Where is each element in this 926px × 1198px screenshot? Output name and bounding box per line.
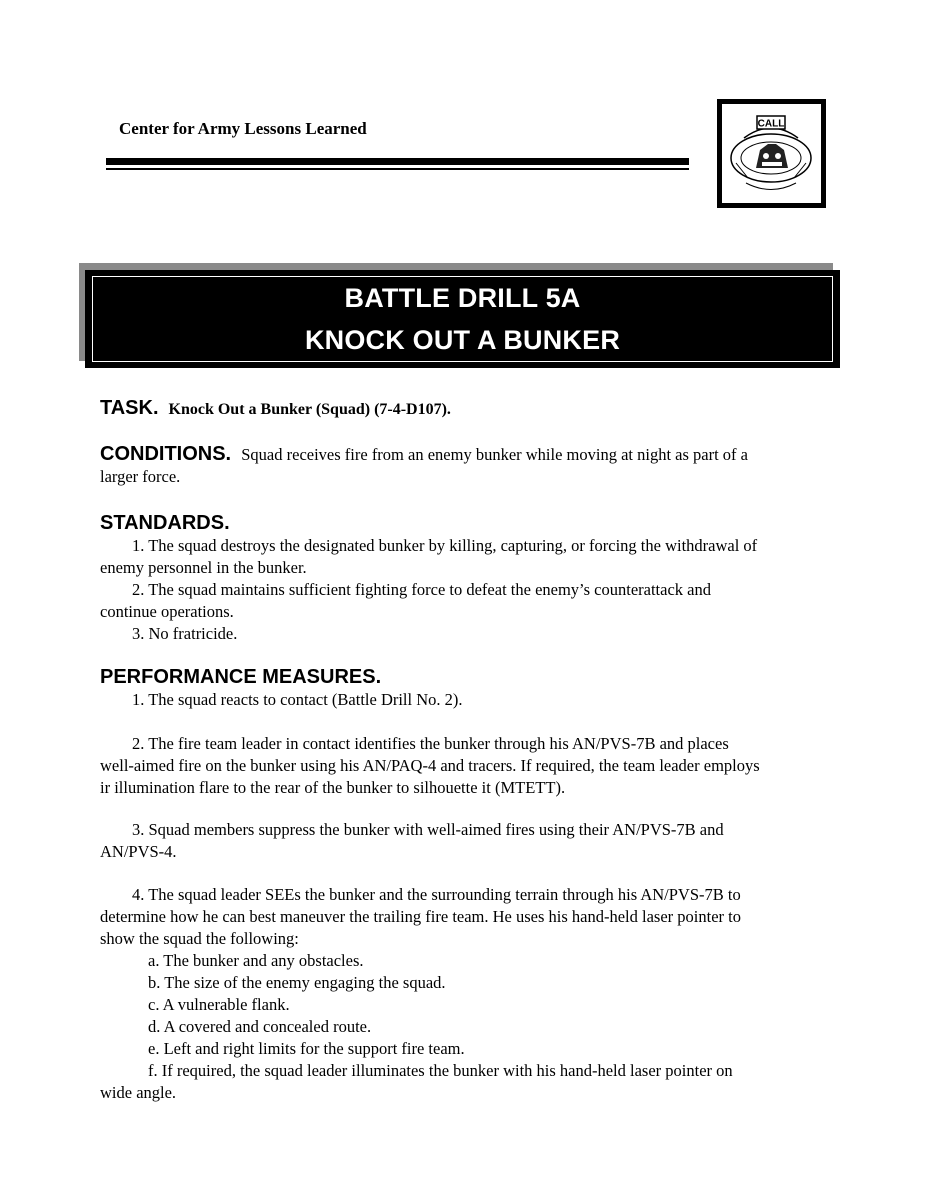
measure-1	[100, 689, 850, 711]
sub-item-c: c. A vulnerable flank.	[148, 995, 290, 1014]
sub-item-d: d. A covered and concealed route.	[148, 1017, 372, 1036]
call-emblem-icon	[726, 108, 817, 199]
conditions-text-line2: larger force.	[100, 467, 181, 486]
performance-heading: PERFORMANCE MEASURES.	[100, 666, 382, 688]
standards-heading: STANDARDS.	[100, 512, 230, 534]
measure-4-line2: determine how he can best maneuver the trailing fire team. He uses his hand-held laser pointer to	[100, 907, 741, 926]
task-heading: TASK.	[100, 397, 159, 419]
measure-2-line3: ir illumination flare to the rear of the bunker to silhouette it (MTETT).	[100, 778, 566, 797]
sub-item-a: a. The bunker and any obstacles.	[148, 951, 364, 970]
measure-2	[100, 733, 850, 799]
task-text: Knock Out a Bunker (Squad) (7-4-D107).	[168, 401, 451, 418]
sub-item-f-line1: f. If required, the squad leader illuminates the bunker with his hand-held laser pointer on	[148, 1061, 733, 1080]
sub-item-b: b. The size of the enemy engaging the squad.	[148, 973, 446, 992]
logo-text: CALL	[757, 118, 785, 130]
measure-3-line1: 3. Squad members suppress the bunker with well-aimed fires using their AN/PVS-7B and	[132, 820, 724, 839]
banner-title-line1: BATTLE DRILL 5A	[344, 283, 581, 313]
standard-1-line1: 1. The squad destroys the designated bunker by killing, capturing, or forcing the withdrawal of	[132, 536, 758, 555]
measure-3	[100, 819, 850, 863]
sub-item-e: e. Left and right limits for the support fire team.	[148, 1039, 465, 1058]
call-logo	[717, 99, 826, 208]
standard-2-line2: continue operations.	[100, 602, 234, 621]
measure-4-line3: show the squad the following:	[100, 929, 299, 948]
measure-4-line1: 4. The squad leader SEEs the bunker and the surrounding terrain through his AN/PVS-7B to	[132, 885, 741, 904]
measure-3-line2: AN/PVS-4.	[100, 842, 177, 861]
header-rule-thin	[106, 168, 689, 170]
organization-name: Center for Army Lessons Learned	[119, 119, 367, 138]
task-section	[100, 397, 451, 420]
standard-2-line1: 2. The squad maintains sufficient fighting force to defeat the enemy’s counterattack and	[132, 580, 711, 599]
conditions-text-line1: Squad receives fire from an enemy bunker while moving at night as part of a	[241, 445, 749, 464]
conditions-section	[100, 443, 850, 488]
measure-4	[100, 884, 850, 1104]
standards-list	[100, 535, 850, 645]
sub-item-f-line2: wide angle.	[100, 1083, 177, 1102]
measure-1-text: 1. The squad reacts to contact (Battle Drill No. 2).	[132, 690, 463, 709]
banner-title-line2: KNOCK OUT A BUNKER	[304, 325, 621, 355]
standard-3: 3. No fratricide.	[132, 624, 238, 643]
header-rule-thick	[106, 158, 689, 165]
standard-1-line2: enemy personnel in the bunker.	[100, 558, 307, 577]
conditions-heading: CONDITIONS.	[100, 443, 232, 465]
measure-2-line1: 2. The fire team leader in contact identifies the bunker through his AN/PVS-7B and places	[132, 734, 729, 753]
measure-2-line2: well-aimed fire on the bunker using his AN/PAQ-4 and tracers. If required, the team leader employs	[100, 756, 760, 775]
